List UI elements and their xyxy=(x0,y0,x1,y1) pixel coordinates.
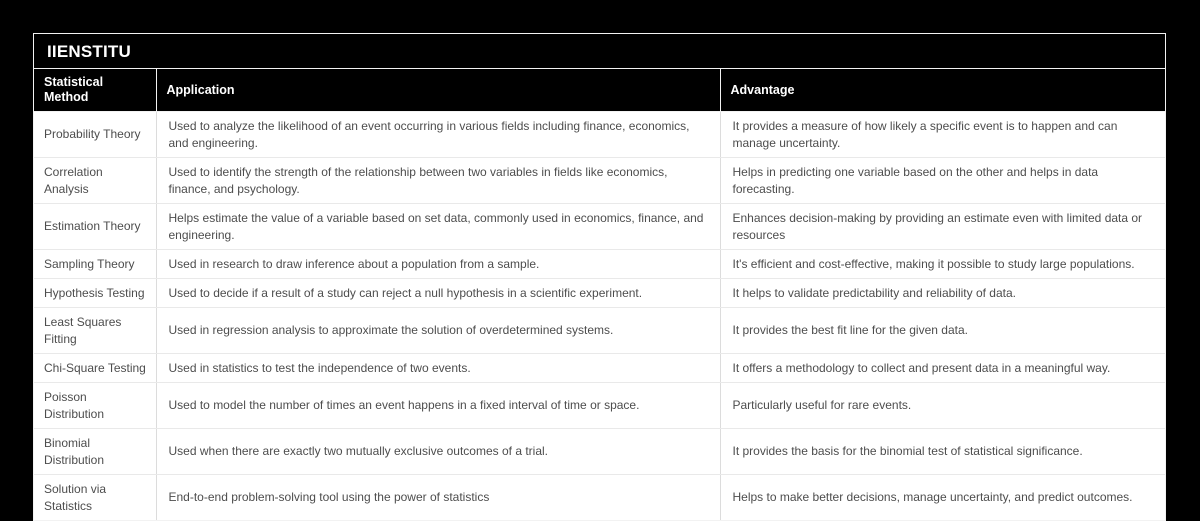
application-cell: End-to-end problem-solving tool using the power of statistics xyxy=(156,475,720,521)
advantage-cell: Enhances decision-making by providing an estimate even with limited data or resources xyxy=(720,204,1165,250)
advantage-cell: It offers a methodology to collect and present data in a meaningful way. xyxy=(720,354,1165,383)
advantage-cell: Helps to make better decisions, manage uncertainty, and predict outcomes. xyxy=(732,490,1133,504)
table-row xyxy=(34,158,1165,204)
table-row xyxy=(34,250,1165,279)
table-body xyxy=(34,112,1165,521)
advantage-cell: It's efficient and cost-effective, making it possible to study large populations. xyxy=(720,250,1165,279)
application-cell: Used in statistics to test the independence of two events. xyxy=(156,354,720,383)
column-header-statistical-method: Statistical Method xyxy=(34,69,156,112)
application-cell: Used when there are exactly two mutually exclusive outcomes of a trial. xyxy=(156,429,720,475)
method-cell: Estimation Theory xyxy=(34,204,156,250)
advantage-cell: Helps in predicting one variable based on the other and helps in data forecasting. xyxy=(720,158,1165,204)
method-cell: Least Squares Fitting xyxy=(34,308,156,354)
table-row xyxy=(34,308,1165,354)
method-cell: Correlation Analysis xyxy=(34,158,156,204)
method-cell: Probability Theory xyxy=(34,112,156,158)
method-cell: Sampling Theory xyxy=(34,250,156,279)
table-row xyxy=(34,429,1165,475)
method-cell: Hypothesis Testing xyxy=(34,279,156,308)
advantage-cell: It provides the basis for the binomial test of statistical significance. xyxy=(720,429,1165,475)
advantage-cell: It provides the best fit line for the given data. xyxy=(720,308,1165,354)
application-cell: Used to model the number of times an event happens in a fixed interval of time or space. xyxy=(156,383,720,429)
advantage-cell: It provides a measure of how likely a specific event is to happen and can manage uncertainty. xyxy=(720,112,1165,158)
method-cell: Chi-Square Testing xyxy=(34,354,156,383)
table-row xyxy=(34,383,1165,429)
stats-table-panel xyxy=(33,33,1166,521)
application-cell: Used to analyze the likelihood of an event occurring in various fields including finance, economics, and engineering. xyxy=(156,112,720,158)
table-row xyxy=(34,204,1165,250)
column-header-application: Application xyxy=(156,69,720,112)
method-cell: Binomial Distribution xyxy=(34,429,156,475)
application-cell: Used to decide if a result of a study can reject a null hypothesis in a scientific experiment. xyxy=(156,279,720,308)
application-cell: Used in research to draw inference about a population from a sample. xyxy=(156,250,720,279)
method-cell: Poisson Distribution xyxy=(34,383,156,429)
advantage-cell: Particularly useful for rare events. xyxy=(720,383,1165,429)
table-row xyxy=(34,112,1165,158)
statistical-methods-table xyxy=(34,69,1165,520)
advantage-cell: It helps to validate predictability and reliability of data. xyxy=(720,279,1165,308)
table-row xyxy=(34,279,1165,308)
brand-title: IIENSTITU xyxy=(34,34,1165,69)
table-header xyxy=(34,69,1165,112)
table-row xyxy=(34,475,1165,521)
method-cell: Solution via Statistics xyxy=(34,475,156,521)
application-cell: Used in regression analysis to approximate the solution of overdetermined systems. xyxy=(156,308,720,354)
column-header-advantage: Advantage xyxy=(720,69,1165,112)
application-cell: Helps estimate the value of a variable based on set data, commonly used in economics, finance, and engineering. xyxy=(156,204,720,250)
header-row xyxy=(34,69,1165,112)
application-cell: Used to identify the strength of the relationship between two variables in fields like economics, finance, and psychology. xyxy=(156,158,720,204)
table-row xyxy=(34,354,1165,383)
